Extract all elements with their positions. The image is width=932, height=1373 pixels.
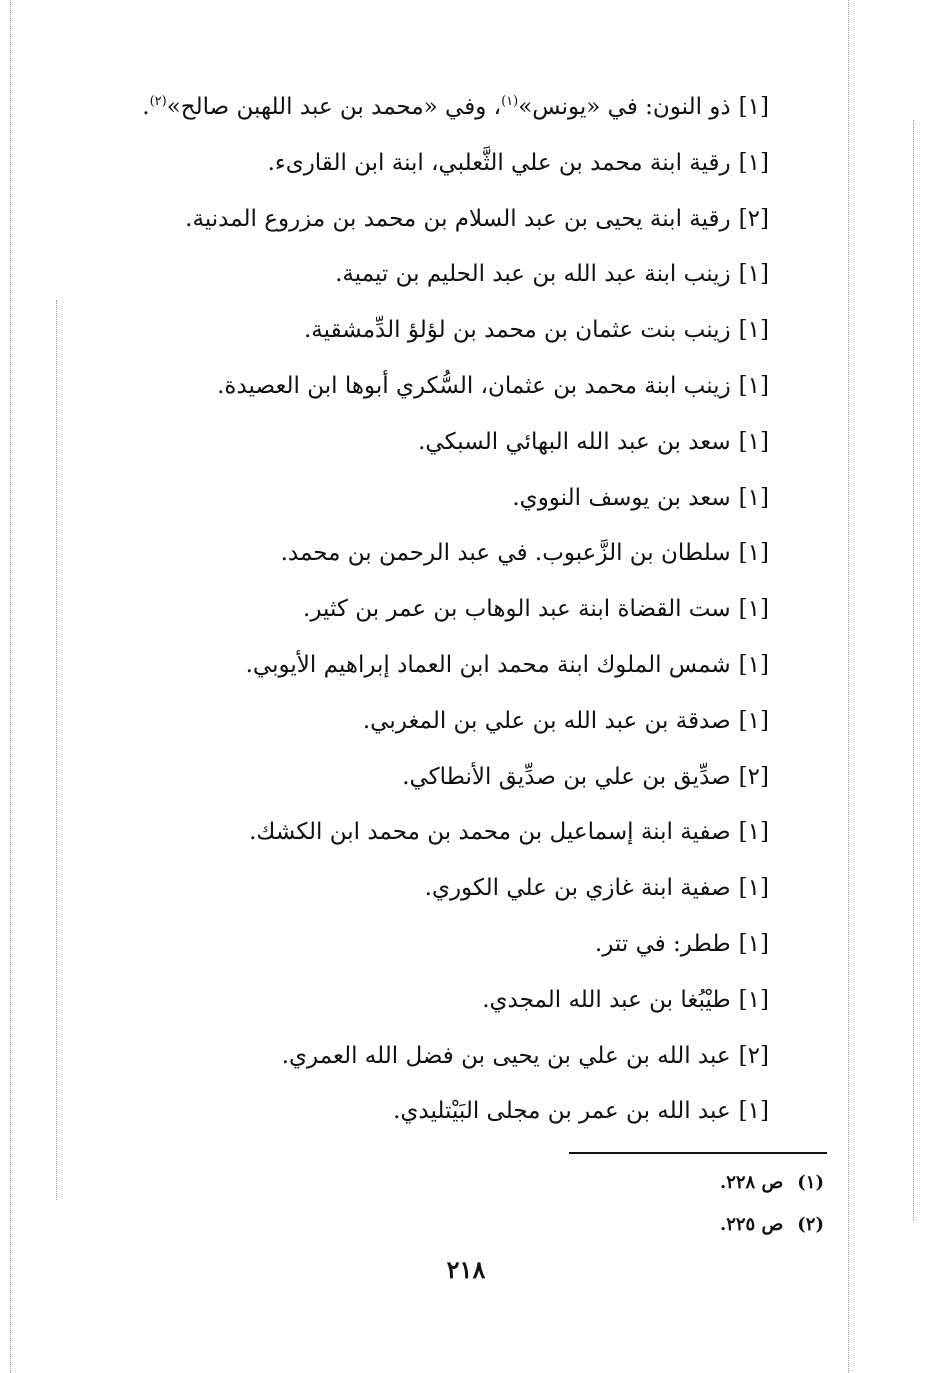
index-entry xyxy=(69,359,769,415)
footnote-ref: (٢) xyxy=(149,94,167,109)
entry-end-mark: . xyxy=(142,94,150,120)
entry-text: طيْبُغا بن عبد الله المجدي. xyxy=(482,986,731,1013)
entry-text-continued: ، وفي «محمد بن عبد اللهبن صالح» xyxy=(166,94,502,120)
index-entry-list xyxy=(69,80,769,1140)
index-entry xyxy=(69,638,769,694)
index-entry xyxy=(69,917,769,973)
entry-text: زينب بنت عثمان بن محمد بن لؤلؤ الدِّمشقية. xyxy=(304,317,731,344)
entry-text: عبد الله بن عمر بن مجلى البَيْتليدي. xyxy=(393,1098,731,1125)
entry-text: شمس الملوك ابنة محمد ابن العماد إبراهيم الأيوبي. xyxy=(245,651,731,678)
index-entry xyxy=(69,303,769,359)
index-entry xyxy=(69,415,769,471)
entry-text: زينب ابنة محمد بن عثمان، السُّكري أبوها ابن العصيدة. xyxy=(217,372,731,399)
index-entry xyxy=(69,471,769,527)
entry-count: [١] xyxy=(738,94,769,120)
index-entry xyxy=(69,861,769,917)
entry-count: [١] xyxy=(738,986,769,1013)
entry-count: [١] xyxy=(738,819,769,846)
entry-text: ططر: في تتر. xyxy=(594,930,731,957)
entry-count: [٢] xyxy=(738,1042,769,1069)
footnote-number: (١) xyxy=(797,1172,824,1193)
footnotes xyxy=(720,1162,824,1246)
entry-text: صفية ابنة غازي بن علي الكوري. xyxy=(424,875,731,902)
index-entry xyxy=(69,973,769,1029)
entry-text: رقية ابنة محمد بن علي الثَّعلبي، ابنة ابن القارىء. xyxy=(267,149,731,176)
index-entry xyxy=(69,192,769,248)
index-entry xyxy=(69,80,769,136)
entry-count: [٢] xyxy=(738,763,769,790)
entry-count: [٢] xyxy=(738,205,769,232)
entry-text: ذو النون: في «يونس» xyxy=(518,94,731,120)
entry-count: [١] xyxy=(738,651,769,678)
footnote-separator-rule xyxy=(569,1152,827,1154)
entry-text: صدِّيق بن علي بن صدِّيق الأنطاكي. xyxy=(402,763,731,790)
footnote xyxy=(720,1162,824,1204)
page-number: ٢١٨ xyxy=(446,1255,486,1284)
entry-text: ست القضاة ابنة عبد الوهاب بن عمر بن كثير. xyxy=(303,596,731,623)
entry-count: [١] xyxy=(738,930,769,957)
entry-count: [١] xyxy=(738,149,769,176)
entry-count: [١] xyxy=(738,596,769,623)
entry-text: صدقة بن عبد الله بن علي بن المغربي. xyxy=(362,707,731,734)
footnote-text: ص ٢٢٨. xyxy=(719,1172,784,1193)
entry-text: سلطان بن الزَّعبوب. في عبد الرحمن بن محمد. xyxy=(280,540,731,567)
footnote-number: (٢) xyxy=(797,1214,824,1235)
index-entry xyxy=(69,750,769,806)
entry-count: [١] xyxy=(738,707,769,734)
scan-dotted-edge-left-inner xyxy=(56,300,57,1200)
entry-count: [١] xyxy=(738,261,769,288)
entry-text: صفية ابنة إسماعيل بن محمد بن محمد ابن الكشك. xyxy=(249,819,731,846)
footnote-text: ص ٢٢٥. xyxy=(719,1214,784,1235)
scan-dotted-edge-right xyxy=(848,0,849,1373)
entry-count: [١] xyxy=(738,540,769,567)
index-entry xyxy=(69,136,769,192)
index-entry xyxy=(69,1084,769,1140)
scan-dotted-edge-right-outer xyxy=(913,120,914,1220)
entry-text: رقية ابنة يحيى بن عبد السلام بن محمد بن مزروع المدنية. xyxy=(185,205,731,232)
entry-count: [١] xyxy=(738,372,769,399)
index-entry xyxy=(69,582,769,638)
index-entry xyxy=(69,1029,769,1085)
index-entry xyxy=(69,805,769,861)
index-entry xyxy=(69,694,769,750)
entry-count: [١] xyxy=(738,317,769,344)
footnote-ref: (١) xyxy=(501,94,519,109)
entry-count: [١] xyxy=(738,484,769,511)
footnote xyxy=(720,1204,824,1246)
entry-text: عبد الله بن علي بن يحيى بن فضل الله العمري. xyxy=(281,1042,731,1069)
scan-dotted-edge-left xyxy=(10,0,11,1373)
entry-text: سعد بن عبد الله البهائي السبكي. xyxy=(418,428,731,455)
index-entry xyxy=(69,247,769,303)
entry-text: زينب ابنة عبد الله بن عبد الحليم بن تيمية. xyxy=(335,261,731,288)
entry-text: سعد بن يوسف النووي. xyxy=(512,484,731,511)
index-entry xyxy=(69,526,769,582)
entry-count: [١] xyxy=(738,428,769,455)
entry-count: [١] xyxy=(738,1098,769,1125)
entry-count: [١] xyxy=(738,875,769,902)
